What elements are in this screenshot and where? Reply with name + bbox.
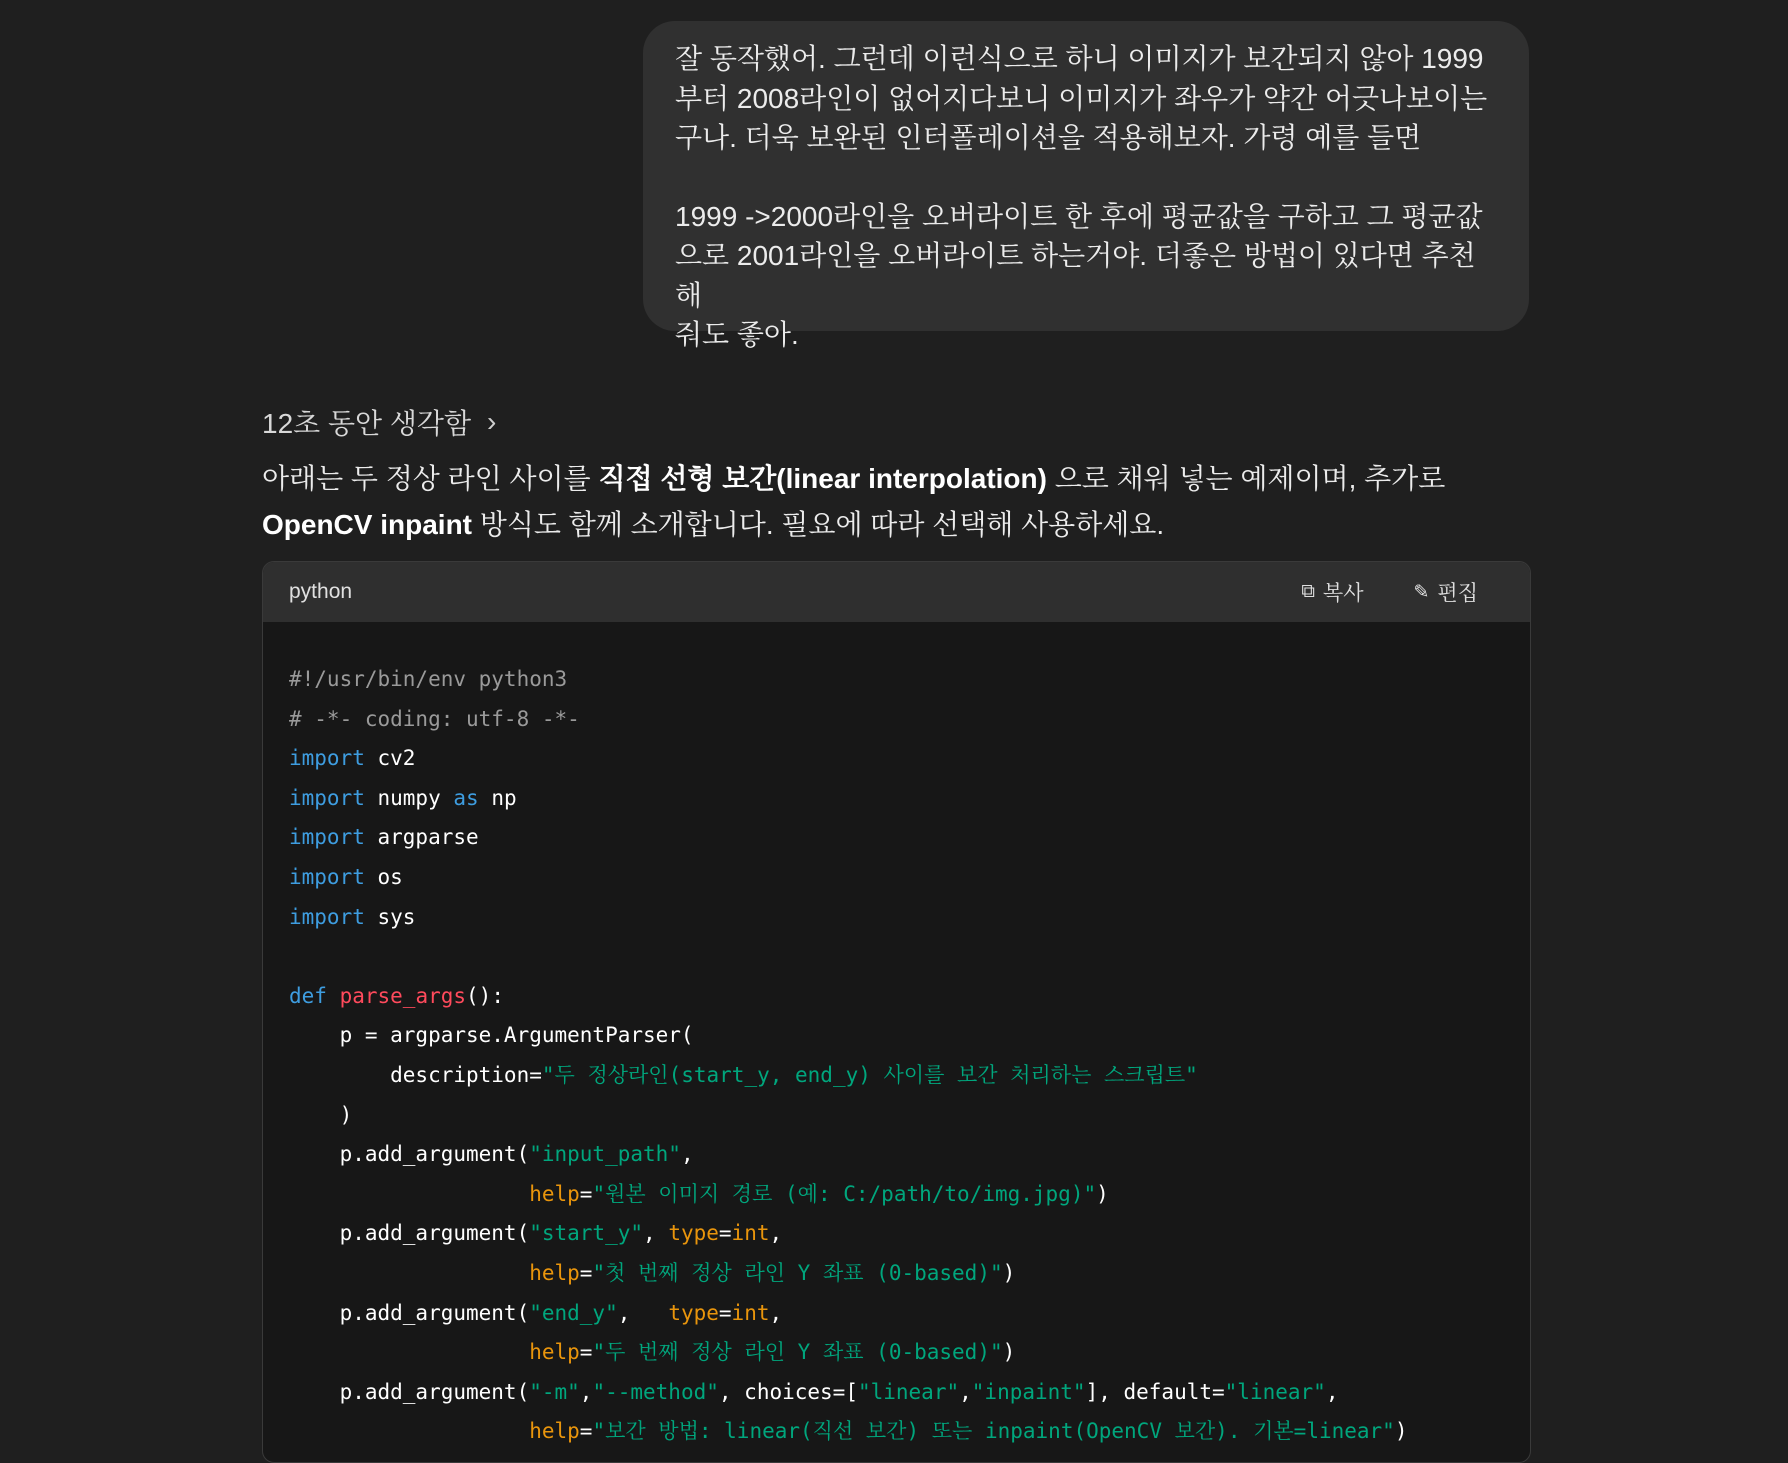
code-token: = <box>579 1260 593 1285</box>
code-line <box>289 898 1504 938</box>
code-block-header <box>263 562 1530 622</box>
code-token: import <box>289 825 365 850</box>
answer-text-1: 아래는 두 정상 라인 사이를 <box>262 463 599 494</box>
code-token: , <box>1325 1379 1339 1404</box>
code-token: = <box>579 1340 593 1365</box>
code-token: cv2 <box>364 746 416 771</box>
code-line <box>289 1254 1504 1294</box>
code-line <box>289 1016 1504 1056</box>
code-token: "보간 방법: linear(직선 보간) 또는 inpaint(OpenCV 보간). 기본=linear" <box>592 1419 1395 1444</box>
code-token: import <box>289 785 365 810</box>
code-token: "원본 이미지 경로 (예: C:/path/to/img.jpg)" <box>592 1181 1097 1206</box>
code-line <box>289 660 1504 700</box>
copy-button-label: 복사 <box>1322 582 1364 605</box>
code-line <box>289 937 1504 977</box>
code-token: , <box>643 1221 669 1246</box>
code-token: ) <box>1002 1340 1016 1365</box>
code-token: np <box>478 785 517 810</box>
code-line <box>289 1412 1504 1452</box>
code-line <box>289 1175 1504 1215</box>
code-token <box>289 1419 529 1443</box>
thinking-label: 12초 동안 생각함 <box>262 408 471 439</box>
code-token: ) <box>1096 1181 1109 1206</box>
code-token: , <box>769 1221 783 1246</box>
code-token: , choices=[ <box>718 1379 858 1404</box>
code-token: "두 번째 정상 라인 Y 좌표 (0-based)" <box>592 1340 1003 1365</box>
code-token: = <box>579 1419 593 1444</box>
code-line <box>289 700 1504 740</box>
code-token: "--method" <box>592 1379 719 1404</box>
code-line <box>289 779 1504 819</box>
code-token: , <box>959 1379 972 1404</box>
code-token: help <box>529 1419 580 1444</box>
code-token: "end_y" <box>529 1300 618 1325</box>
code-line <box>289 1096 1504 1136</box>
code-token: as <box>453 785 479 810</box>
code-token: numpy <box>364 785 454 810</box>
code-token: "input_path" <box>529 1142 681 1167</box>
code-token: int <box>731 1300 770 1325</box>
code-token: p.add_argument( <box>289 1142 530 1167</box>
code-language-label: python <box>289 580 353 603</box>
code-token: type <box>668 1221 719 1246</box>
code-line <box>289 818 1504 858</box>
code-token: = <box>718 1221 732 1246</box>
code-line <box>289 1214 1504 1254</box>
code-token: description= <box>289 1062 542 1087</box>
code-token: p.add_argument( <box>289 1379 530 1404</box>
user-message-paragraph-2: 1999 ->2000라인을 오버라이트 한 후에 평균값을 구하고 그 평균값 으로 2001라인을 오버라이트 하는거야. 더좋은 방법이 있다면 추천해 줘도 좋아. <box>675 200 1483 350</box>
pencil-icon: ✎ <box>1413 581 1430 603</box>
edit-button-label: 편집 <box>1437 582 1478 605</box>
code-token: p = argparse.ArgumentParser( <box>289 1023 694 1048</box>
code-token: ) <box>289 1102 353 1127</box>
code-token: , <box>769 1300 783 1325</box>
code-token: (): <box>466 983 504 1008</box>
chevron-right-icon: › <box>487 406 497 437</box>
code-token: , <box>579 1379 593 1404</box>
code-token: "inpaint" <box>971 1379 1086 1404</box>
user-message-bubble <box>643 21 1529 350</box>
code-token: os <box>364 864 403 889</box>
code-token: # -*- coding: utf-8 -*- <box>289 706 580 731</box>
code-line <box>289 977 1504 1017</box>
code-token <box>289 1182 529 1206</box>
code-token <box>289 1340 529 1364</box>
code-token: import <box>289 904 365 929</box>
code-token: sys <box>364 904 416 929</box>
code-token: "-m" <box>529 1379 580 1404</box>
code-token: type <box>668 1300 719 1325</box>
answer-bold-1: 직접 선형 보간(linear interpolation) <box>598 463 1047 494</box>
code-line <box>289 1333 1504 1373</box>
code-token: , <box>617 1300 669 1325</box>
code-token: def <box>289 983 327 1008</box>
code-block <box>262 561 1531 1463</box>
code-token: "start_y" <box>529 1221 644 1246</box>
code-token: ) <box>1394 1419 1408 1444</box>
code-line <box>289 858 1504 898</box>
code-token: = <box>718 1300 732 1325</box>
thinking-toggle[interactable] <box>262 402 496 442</box>
answer-bold-2: OpenCV inpaint <box>262 509 472 540</box>
code-line <box>289 1294 1504 1334</box>
code-token: import <box>289 746 365 771</box>
code-token: parse_args <box>339 983 467 1008</box>
copy-icon: ⧉ <box>1301 581 1315 602</box>
answer-text-3: 방식도 함께 소개합니다. 필요에 따라 선택해 사용하세요. <box>472 509 1165 540</box>
user-message-paragraph-1: 잘 동작했어. 그런데 이런식으로 하니 이미지가 보간되지 않아 1999 부터 2008라인이 없어지다보니 이미지가 좌우가 약간 어긋나보이는 구나. 더욱 보완된 인터폴레이션을 적용해보자. 가령 예를 들면 <box>675 43 1488 153</box>
code-token: "두 정상라인(start_y, end_y) 사이를 보간 처리하는 스크립트" <box>541 1062 1198 1087</box>
code-content[interactable] <box>263 622 1530 1452</box>
code-token: , <box>680 1142 694 1167</box>
answer-text-2: 으로 채워 넣는 예제이며, 추가로 <box>1046 463 1446 494</box>
code-token: help <box>529 1260 580 1285</box>
code-token: int <box>731 1221 770 1246</box>
code-token: help <box>529 1340 580 1365</box>
code-token: p.add_argument( <box>289 1221 530 1246</box>
code-token: "linear" <box>857 1379 960 1404</box>
code-token: "첫 번째 정상 라인 Y 좌표 (0-based)" <box>592 1260 1003 1285</box>
code-token <box>289 1261 529 1285</box>
code-line <box>289 1056 1504 1096</box>
assistant-answer-text <box>262 456 1532 548</box>
code-token: = <box>579 1181 593 1206</box>
edit-button[interactable] <box>1414 577 1479 607</box>
code-token: import <box>289 864 365 889</box>
code-token: ], default= <box>1085 1379 1225 1404</box>
code-token: argparse <box>364 825 479 850</box>
code-token: help <box>529 1181 580 1206</box>
code-line <box>289 1135 1504 1175</box>
code-token: ) <box>1002 1260 1016 1285</box>
code-line <box>289 1373 1504 1413</box>
copy-button[interactable] <box>1301 577 1363 607</box>
code-token: "linear" <box>1224 1379 1326 1404</box>
code-token: p.add_argument( <box>289 1300 530 1325</box>
code-token <box>327 984 340 1008</box>
code-token: #!/usr/bin/env python3 <box>289 667 568 691</box>
code-line <box>289 739 1504 779</box>
